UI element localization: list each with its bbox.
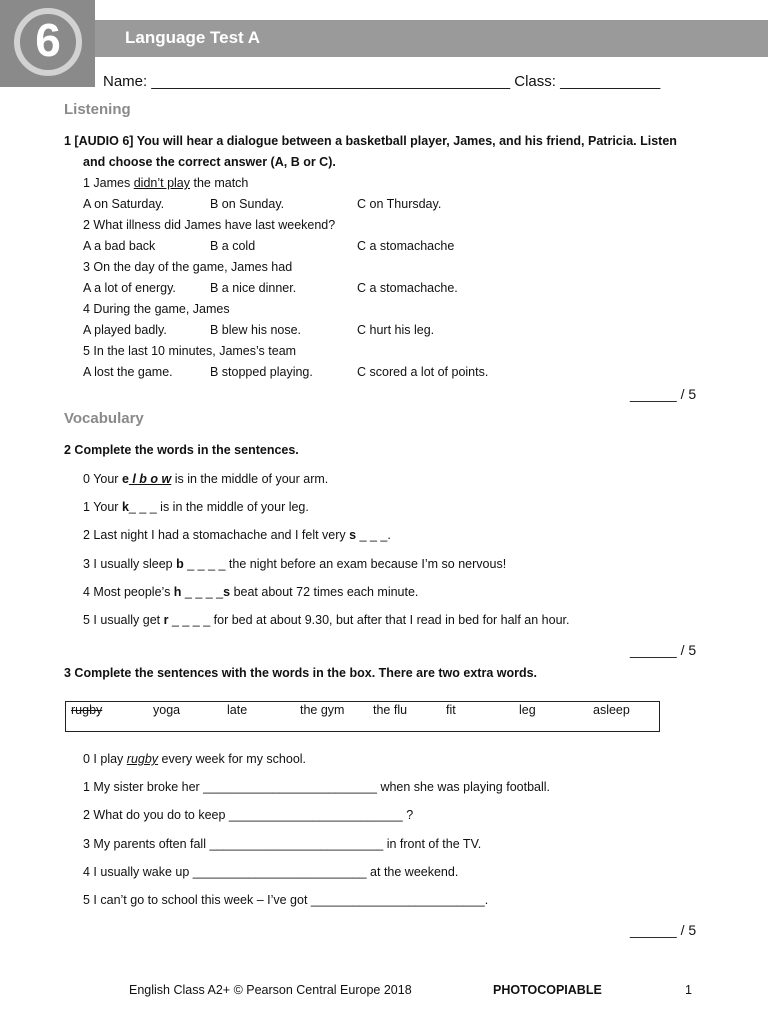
option-c: C a stomachache (357, 239, 455, 253)
option-c: C a stomachache. (357, 281, 458, 295)
given-letter-end: s (223, 585, 231, 599)
option-b: B blew his nose. (210, 323, 302, 337)
footer-photocopiable: PHOTOCOPIABLE (493, 983, 602, 997)
exercise-2-instruction: 2 Complete the words in the sentences. (64, 443, 299, 457)
box-word: rugby (71, 703, 103, 717)
question-text: 1 James (83, 176, 134, 190)
option-b: B stopped playing. (210, 365, 313, 379)
given-letter: b (176, 557, 184, 571)
ex2-sentence-1 (83, 500, 309, 514)
option-a: A a bad back (83, 239, 156, 253)
ex3-sentence-3: 3 My parents often fall _________________________ in front of the TV. (83, 837, 482, 851)
section-title-vocabulary: Vocabulary (64, 410, 144, 427)
listening-question-4: 4 During the game, James (83, 302, 230, 316)
ex3-sentence-0 (83, 752, 306, 766)
page-number: 1 (685, 983, 692, 997)
box-word: leg (519, 703, 536, 717)
question-underlined: didn’t play (133, 176, 191, 190)
sentence-text-end: _ _ _ _ for bed at about 9.30, but after that I read in bed for half an hour. (168, 613, 570, 627)
box-word: yoga (153, 703, 181, 717)
option-b: B a nice dinner. (210, 281, 297, 295)
sentence-text-end: is in the middle of your arm. (171, 472, 329, 486)
word-box (65, 701, 660, 732)
name-class-line: Name: ___________________________________________ Class: ____________ (103, 73, 661, 90)
example-answer: l b o w (128, 472, 172, 486)
exercise-3-instruction: 3 Complete the sentences with the words in the box. There are two extra words. (64, 666, 538, 680)
question-text-end: the match (190, 176, 249, 190)
page-title: Language Test A (125, 28, 261, 47)
sentence-text-end: _ _ _ _ the night before an exam because I’m so nervous! (183, 557, 507, 571)
listening-instruction-line2: and choose the correct answer (A, B or C). (83, 155, 336, 169)
unit-badge (0, 0, 95, 87)
sentence-text: 0 I play (83, 752, 127, 766)
given-letter: r (163, 613, 169, 627)
blanks: _ _ _ _ (181, 585, 224, 599)
sentence-text: 0 Your (83, 472, 122, 486)
box-word: the gym (300, 703, 345, 717)
option-a: A a lot of energy. (83, 281, 176, 295)
option-c: C on Thursday. (357, 197, 442, 211)
box-word: fit (446, 703, 456, 717)
ex2-sentence-0 (83, 472, 328, 486)
option-a: A on Saturday. (83, 197, 165, 211)
score-listening: ______ / 5 (630, 386, 697, 402)
sentence-text-end: every week for my school. (158, 752, 307, 766)
ex2-sentence-2 (83, 528, 391, 542)
unit-number: 6 (35, 14, 61, 66)
listening-question-1 (83, 176, 248, 190)
ex2-sentence-4 (83, 585, 418, 599)
given-letter: e (121, 472, 129, 486)
listening-instruction-line1: 1 [AUDIO 6] You will hear a dialogue between a basketball player, James, and his friend, Patricia. Listen (64, 134, 677, 148)
ex3-sentence-5: 5 I can’t go to school this week – I’ve got _________________________. (83, 893, 489, 907)
listening-question-3: 3 On the day of the game, James had (83, 260, 293, 274)
ex3-sentence-2: 2 What do you do to keep _________________________ ? (83, 808, 414, 822)
option-a: A played badly. (83, 323, 167, 337)
score-exercise-3: ______ / 5 (630, 922, 697, 938)
ex3-sentence-4: 4 I usually wake up _________________________ at the weekend. (83, 865, 459, 879)
footer-copyright: English Class A2+ © Pearson Central Europe 2018 (129, 983, 412, 997)
option-c: C scored a lot of points. (357, 365, 489, 379)
sentence-text: 2 Last night I had a stomachache and I felt very (83, 528, 350, 542)
box-word: the flu (373, 703, 408, 717)
option-a: A lost the game. (83, 365, 173, 379)
title-bar (95, 20, 768, 57)
ex3-sentence-1: 1 My sister broke her _________________________ when she was playing football. (83, 780, 550, 794)
sentence-text: 1 Your (83, 500, 122, 514)
given-letter: h (173, 585, 182, 599)
option-b: B on Sunday. (210, 197, 285, 211)
ex2-sentence-5 (83, 613, 569, 627)
given-letter: s (349, 528, 357, 542)
listening-question-5: 5 In the last 10 minutes, James’s team (83, 344, 297, 358)
example-answer: rugby (126, 752, 159, 766)
sentence-text: 3 I usually sleep (83, 557, 177, 571)
listening-question-2: 2 What illness did James have last weekend? (83, 218, 336, 232)
sentence-text: 5 I usually get (83, 613, 164, 627)
box-word: asleep (593, 703, 630, 717)
sentence-text-end: _ _ _ is in the middle of your leg. (128, 500, 309, 514)
sentence-text-end: _ _ _. (356, 528, 391, 542)
box-word: late (227, 703, 248, 717)
option-b: B a cold (210, 239, 256, 253)
given-letter: k (121, 500, 129, 514)
sentence-text-end: beat about 72 times each minute. (230, 585, 419, 599)
section-title-listening: Listening (64, 101, 131, 118)
score-exercise-2: ______ / 5 (630, 642, 697, 658)
ex2-sentence-3 (83, 557, 506, 571)
sentence-text: 4 Most people’s (83, 585, 174, 599)
option-c: C hurt his leg. (357, 323, 435, 337)
